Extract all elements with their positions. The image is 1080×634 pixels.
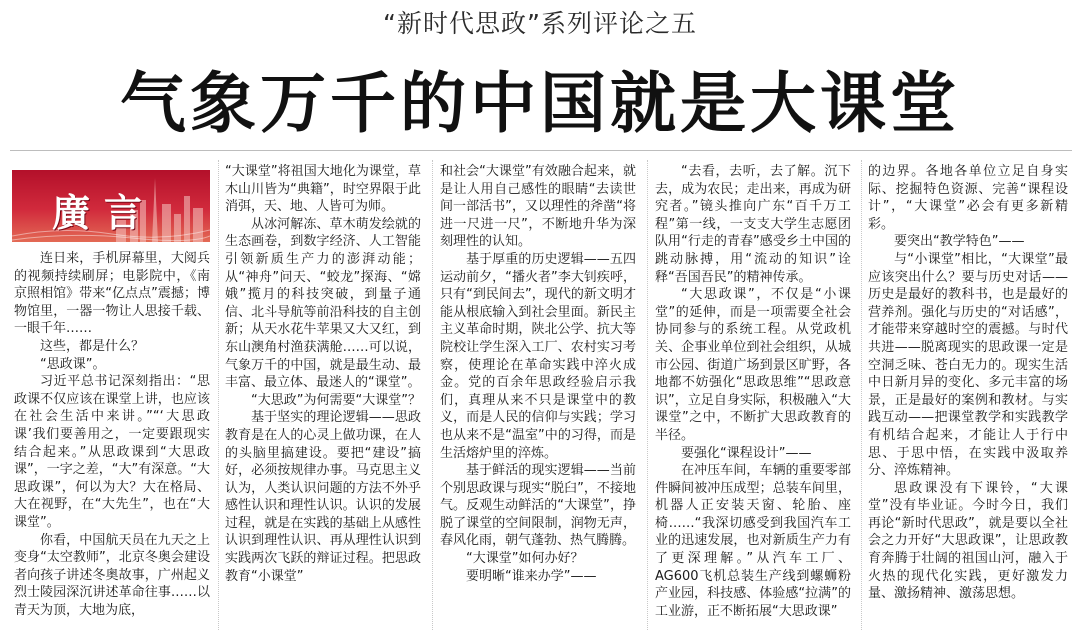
paragraph: 思政课没有下课铃，“大课堂”没有毕业证。今时今日，我们再论“新时代思政”，就是要以全社会之力开好“大思政课”，让思政教育奔腾于壮阔的祖国山河，融入于火热的现代化实践，更好激发力量、激扬精神、激荡思想。: [868, 480, 1068, 602]
paragraph: 你看，中国航天员在九天之上变身“太空教师”，北京冬奥会建设者向孩子讲述冬奥故事，广州起义烈士陵园深沉讲述革命往事……以青天为顶，大地为底，: [14, 532, 210, 618]
column-divider: [861, 160, 862, 630]
subheading: “大课堂”如何办好？: [466, 551, 584, 567]
paragraph: “大思政课”，不仅是“小课堂”的延伸，而是一项需要全社会协同参与的系统工程。从党政机关、企事业单位到社会组织，从城市公园、街道广场到景区旷野，各地都不妨强化“思政思维”“思政意识”，立足自身实际，积极融入“大课堂”之中，不断扩大思政教育的半径。: [655, 287, 851, 443]
paragraph: 习近平总书记深刻指出：“思政课不仅应该在课堂上讲，也应该在社会生活中来讲。”“‘大思政课’我们要善用之，一定要跟现实结合起来。”从思政课到“大思政课”，一字之差，“大”有深意。“大思政课”，何以为大？大在格局、大在视野，在“大先生”，也在“大课堂”。: [14, 374, 210, 530]
paragraph: 基于鲜活的现实逻辑——当前个别思政课与现实“脱臼”，不接地气。反观生动鲜活的“大课堂”，挣脱了课堂的空间限制，润物无声，春风化雨，朝气蓬勃、热气腾腾。: [440, 463, 636, 549]
subheading: 要明晰“谁来办学”——: [466, 568, 597, 584]
paragraph: 和社会“大课堂”有效融合起来，就是让人用自己感性的眼睛“去读世间一部活书”，又以理性的斧凿“将进一尺进一尺”，不断地升华为深刻理性的认知。: [440, 164, 636, 250]
article-column-2: [225, 163, 421, 585]
article-column-5: [868, 163, 1068, 603]
paragraph: 与“小课堂”相比，“大课堂”最应该突出什么？要与历史对话——历史是最好的教科书，也是最好的营养剂。强化与历史的“对话感”，才能带来穿越时空的震撼。与时代共进——脱离现实的思政课一定是空洞乏味、苍白无力的。现实生活中日新月异的变化、多元丰富的场景，正是最好的案例和教材。与实践互动——把课堂教学和实践教学有机结合起来，才能让人于行中思、于思中悟，在实践中汲取养分、淬炼精神。: [868, 251, 1068, 479]
subheading: “大思政”为何需要“大课堂”？: [251, 392, 421, 408]
paragraph: “大课堂”将祖国大地化为课堂，草木山川皆为“典籍”，时空界限于此消弭，天、地、人皆可为师。: [225, 164, 421, 215]
paragraph: 的边界。各地各单位立足自身实际、挖掘特色资源、完善“课程设计”，“大课堂”必会有更多新精彩。: [868, 164, 1068, 232]
paragraph: 从冰河解冻、草木萌发绘就的生态画卷，到数字经济、人工智能引领新质生产力的澎湃动能；从“神舟”问天、“蛟龙”探海、“嫦娥”揽月的科技突破，到量子通信、北斗导航等前沿科技的自主创新；从天水花牛苹果又大又红，到东山澳角村渔获满舱……可以说，气象万千的中国，就是最生动、最丰富、最立体、最迷人的“课堂”。: [225, 216, 421, 391]
paragraph: 基于厚重的历史逻辑——五四运动前夕，“播火者”李大钊疾呼，只有“到民间去”，现代的新文明才能从根底输入到社会里面。新民主主义革命时期，陕北公学、抗大等院校让学生深入工厂、农村实习考察，使理论在革命实践中淬火成金。党的百余年思政经验启示我们，真理从来不只是课堂中的教义，而是人民的信仰与实践；学习也从来不是“温室”中的习得，而是生活熔炉里的淬炼。: [440, 251, 636, 461]
article-column-3: [440, 163, 636, 585]
paragraph: 连日来，手机屏幕里，大阅兵的视频持续刷屏；电影院中，《南京照相馆》带来“亿点点”震撼；博物馆里，一器一物让人思接千载、一眼千年……: [14, 251, 210, 337]
subheading: 要强化“课程设计”——: [681, 445, 812, 461]
column-banner: [12, 170, 210, 242]
article-column-1: [14, 250, 210, 619]
paragraph: 在冲压车间，车辆的重要零部件瞬间被冲压成型；总装车间里，机器人正安装天窗、轮胎、座椅……“我深切感受到我国汽车工业的迅速发展，也对新质生产力有了更深理解。”从汽车工厂、AG600飞机总装生产线到螺蛳粉产业园，科技感、体验感“拉满”的工业游，正不断拓展“大思政课”: [655, 463, 851, 619]
column-divider: [218, 160, 219, 630]
header-divider: [10, 150, 1072, 151]
column-divider: [647, 160, 648, 630]
subheading: 要突出“教学特色”——: [894, 234, 1025, 250]
paragraph: “去看，去听，去了解。沉下去，成为农民；走出来，再成为研究者。”镜头推向广东“百千万工程”第一线，一支支大学生志愿团队用“行走的青春”感受乡土中国的跳动脉搏，用“流动的知识”诠释“吾国吾民”的精神传承。: [655, 164, 851, 285]
article-column-4: [655, 163, 851, 620]
paragraph: 这些，都是什么？: [40, 338, 145, 354]
column-banner-label: 廣言: [52, 190, 157, 235]
headline: 气象万千的中国就是大课堂: [120, 65, 960, 142]
column-divider: [432, 160, 433, 630]
paragraph: “思政课”。: [40, 356, 106, 372]
paragraph: 基于坚实的理论逻辑——思政教育是在人的心灵上做功课，在人的头脑里搞建设。要把“建设”搞好，必须按规律办事。马克思主义认为，人类认识问题的方法不外乎感性认识和理性认识。认识的发展过程，就是在实践的基础上从感性认识到理性认识、再从理性认识到实践两次飞跃的辩证过程。把思政教育“小课堂”: [225, 410, 421, 584]
series-kicker: “新时代思政”系列评论之五: [383, 9, 697, 38]
